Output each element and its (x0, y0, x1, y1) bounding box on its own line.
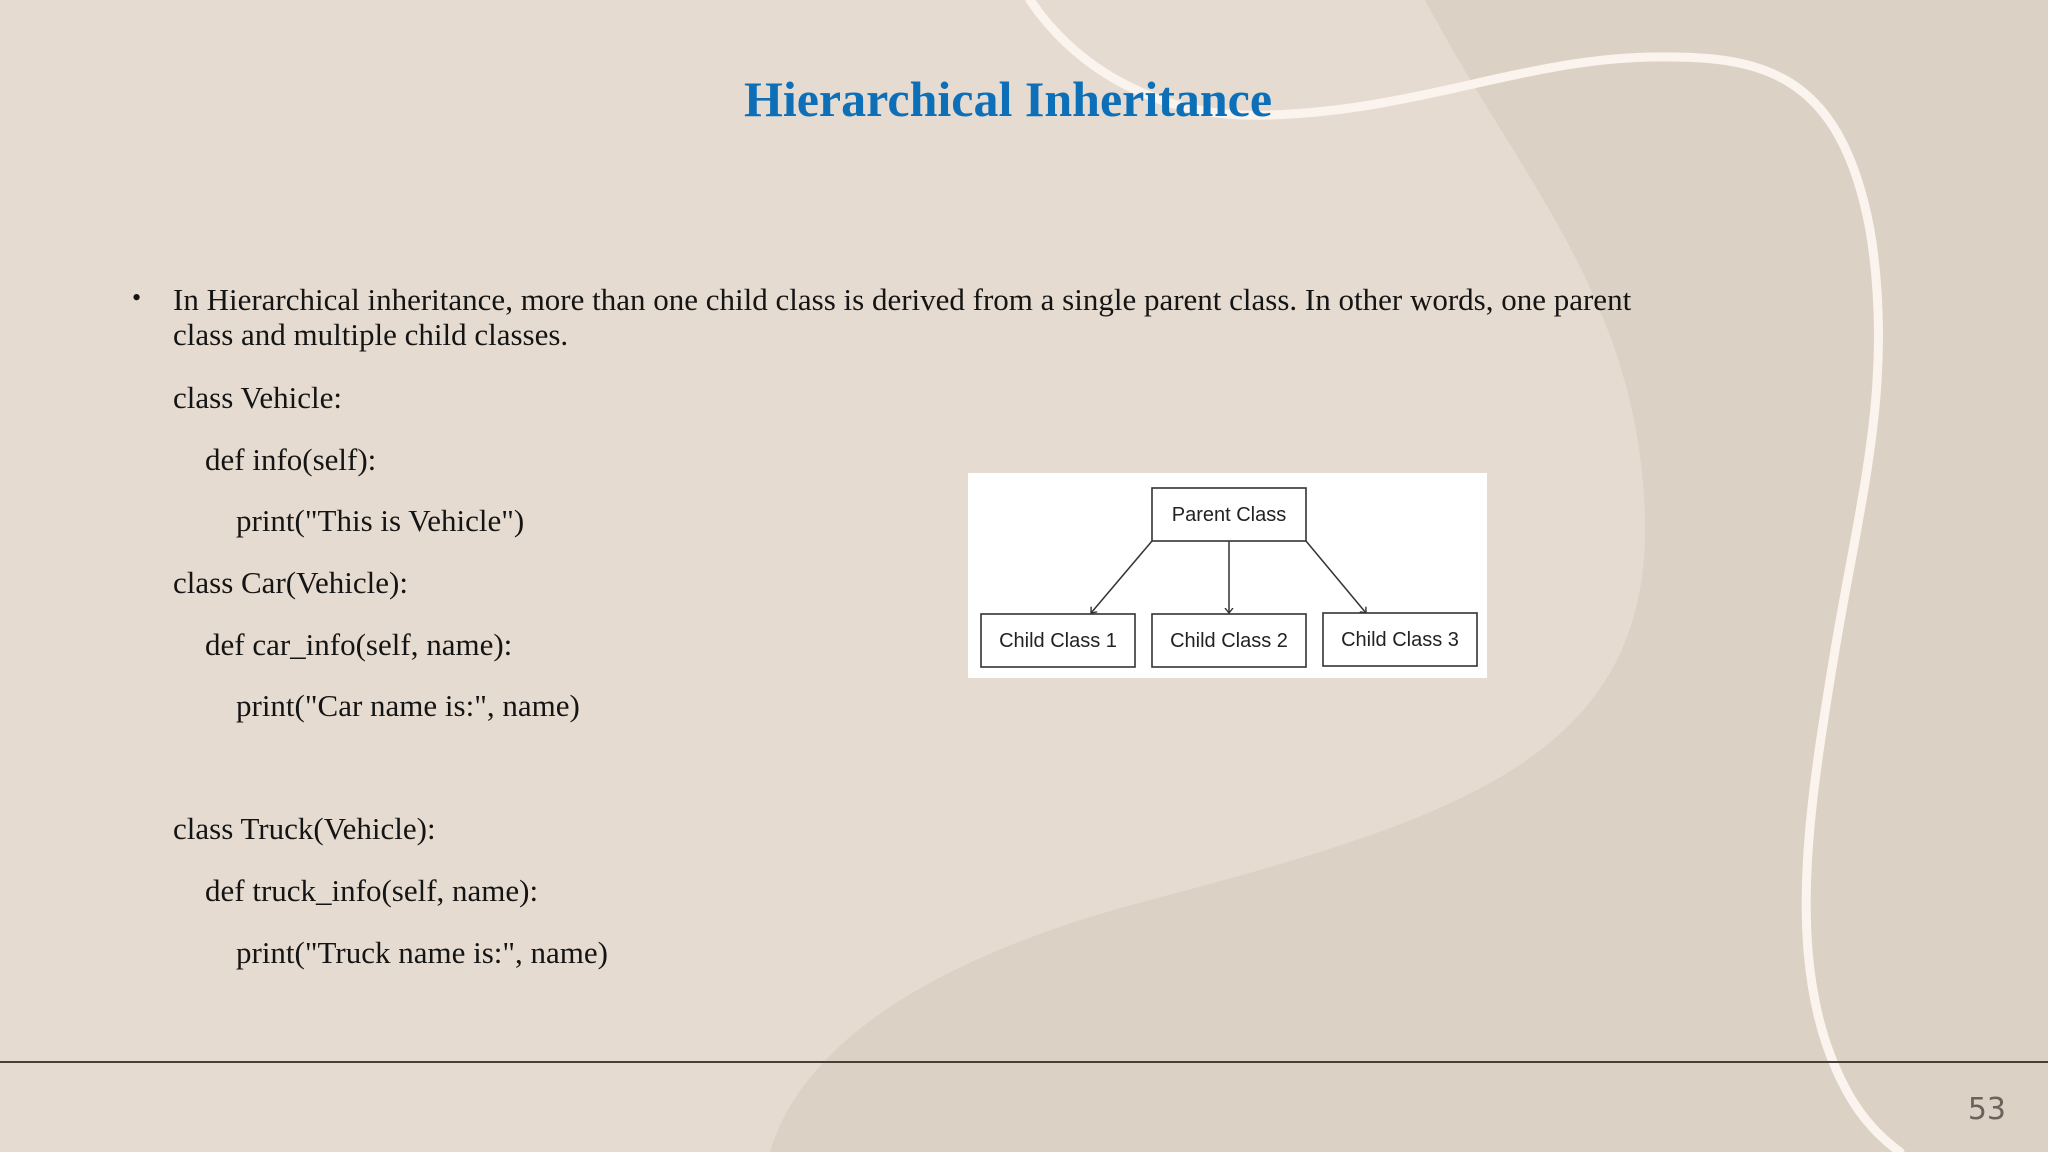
child-class-label: Child Class 2 (1170, 630, 1288, 652)
child-class-label: Child Class 3 (1341, 629, 1459, 651)
page-number: 53 (1967, 1092, 2006, 1127)
parent-class-label: Parent Class (1171, 504, 1287, 526)
child-class-label: Child Class 1 (999, 630, 1117, 652)
code-line: print("This is Vehicle") (236, 503, 525, 538)
bullet-paragraph (134, 282, 1694, 352)
inheritance-diagram (968, 473, 1487, 678)
code-line: print("Truck name is:", name) (236, 935, 608, 970)
arrow-to-child-1 (1091, 541, 1152, 613)
code-line: class Truck(Vehicle): (173, 811, 436, 846)
code-line: def info(self): (205, 442, 377, 477)
bullet-text: In Hierarchical inheritance, more than one child class is derived from a single parent class. In other words, one parent class and multiple child classes. (173, 282, 1632, 352)
code-line: def truck_info(self, name): (205, 873, 539, 908)
slide-title: Hierarchical Inheritance (743, 71, 1273, 127)
code-line: print("Car name is:", name) (236, 688, 580, 723)
bullet-marker: • (132, 283, 142, 312)
diagram-svg (968, 473, 1487, 678)
footer-divider (0, 1061, 2048, 1063)
code-line: class Vehicle: (173, 380, 343, 415)
code-line: def car_info(self, name): (205, 627, 513, 662)
arrow-to-child-3 (1306, 541, 1366, 613)
code-line: class Car(Vehicle): (173, 565, 408, 600)
